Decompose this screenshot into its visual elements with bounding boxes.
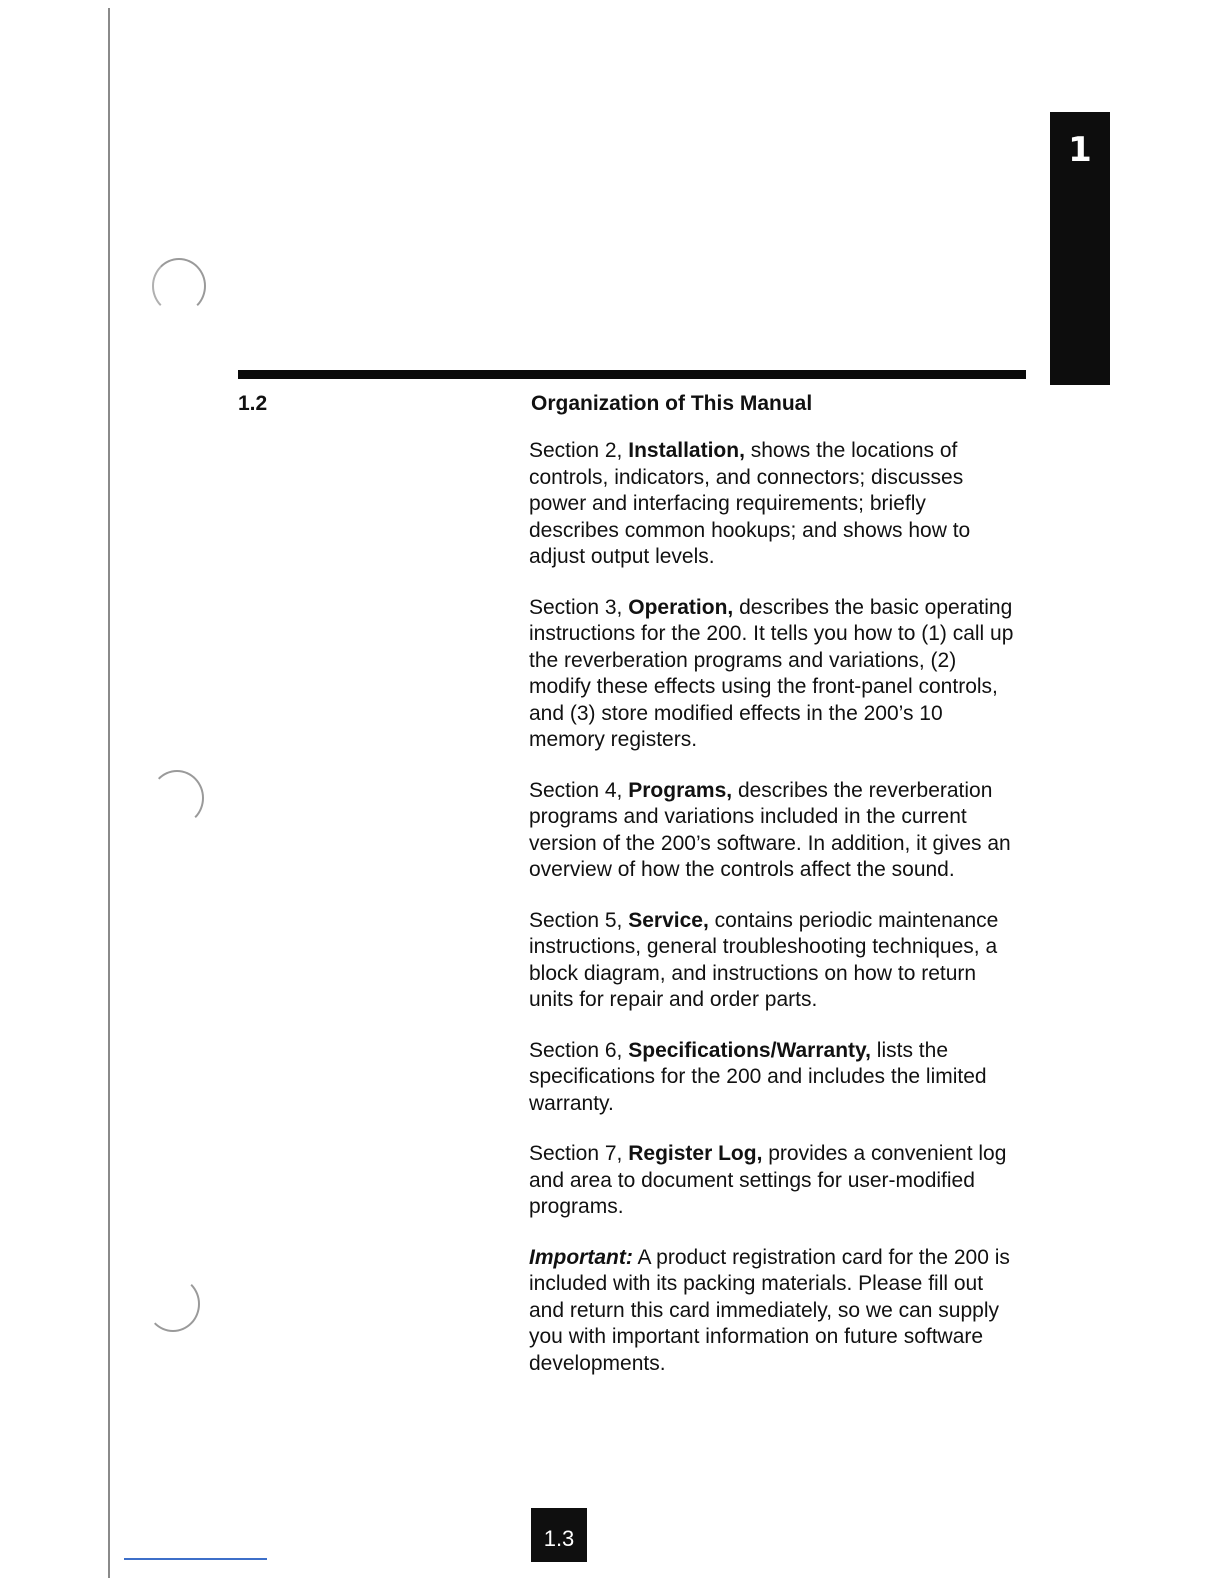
punch-hole-bottom (146, 1276, 200, 1332)
paragraph-prefix: Section 3, (529, 595, 629, 619)
section-number: 1.2 (238, 392, 268, 415)
paragraph-prefix: Section 2, (529, 439, 629, 462)
page-number: 1.3 (543, 1526, 575, 1551)
paragraph-service (529, 908, 1021, 1014)
important-text: A product registration card for the 200 is included with its packing materials. Please fill out and return this card immediately, so we can supply you with important information on future software developments. (529, 1245, 1010, 1375)
paragraph-prefix: Section 6, (529, 1038, 629, 1062)
paragraph-prefix: Section 7, (529, 1142, 629, 1165)
section-body (529, 438, 1021, 1401)
section-tab-number: 1 (1068, 130, 1092, 170)
section-name-register-log: Register Log, (628, 1142, 763, 1165)
paragraph-programs (529, 778, 1021, 884)
section-name-specifications: Specifications/Warranty, (628, 1038, 871, 1062)
paragraph-text: lists the specifications for the 200 and includes the limited warranty. (529, 1038, 987, 1115)
paragraph-text: provides a convenient log and area to document settings for user-modified programs. (529, 1142, 1007, 1218)
paragraph-text: describes the reverberation programs and variations included in the current version of the 200’s software. In addition, it gives an overview of how the controls affect the sound. (529, 778, 1011, 881)
page-number-badge (531, 1508, 587, 1562)
section-name-programs: Programs, (628, 778, 733, 802)
important-note (529, 1245, 1021, 1378)
paragraph-prefix: Section 5, (529, 908, 629, 932)
section-tab-marker (1050, 112, 1110, 385)
paragraph-text: shows the locations of controls, indicators, and connectors; discusses power and interfacing requirements; briefly describes common hookups; and shows how to adjust output levels. (529, 439, 971, 568)
paragraph-installation (529, 438, 1021, 571)
punch-hole-top (152, 258, 206, 314)
important-label: Important: (529, 1245, 633, 1269)
paragraph-specifications (529, 1038, 1021, 1118)
paragraph-text: contains periodic maintenance instructions, general troubleshooting techniques, a block diagram, and instructions on how to return units for repair and order parts. (529, 908, 999, 1011)
paragraph-prefix: Section 4, (529, 778, 629, 802)
section-name-service: Service, (628, 908, 709, 932)
paragraph-text: describes the basic operating instructions for the 200. It tells you how to (1) call up the reverberation programs and variations, (2) modify these effects using the front-panel controls, and (3) store modified effects in the 200’s 10 memory registers. (529, 595, 1014, 751)
section-header-rule (238, 370, 1026, 379)
punch-hole-middle (150, 770, 204, 826)
binder-margin-line (108, 8, 110, 1578)
section-name-installation: Installation, (628, 439, 745, 462)
paragraph-operation (529, 595, 1021, 754)
bottom-margin-mark (124, 1558, 267, 1560)
section-title: Organization of This Manual (531, 392, 813, 415)
paragraph-register-log (529, 1141, 1021, 1221)
section-name-operation: Operation, (628, 595, 734, 619)
